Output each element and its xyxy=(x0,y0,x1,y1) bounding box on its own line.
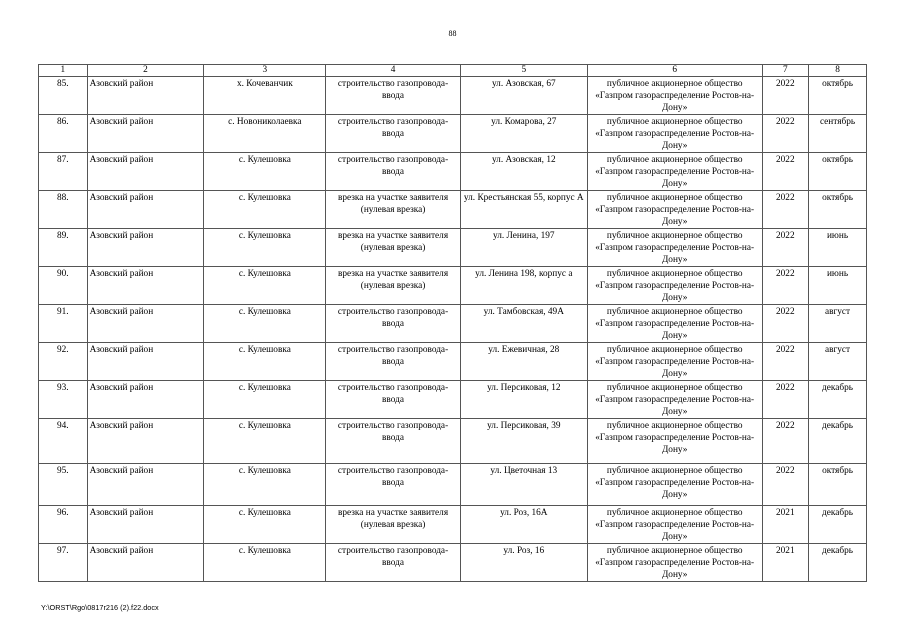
cell-address: ул. Роз, 16А xyxy=(460,506,587,544)
cell-number: 97. xyxy=(39,544,88,582)
cell-settlement: с. Кулешовка xyxy=(204,381,326,419)
cell-month: декабрь xyxy=(809,419,867,464)
cell-settlement: с. Кулешовка xyxy=(204,305,326,343)
cell-month: декабрь xyxy=(809,544,867,582)
cell-district: Азовский район xyxy=(87,77,204,115)
cell-work-type: строительство газопровода-ввода xyxy=(326,419,460,464)
header-cell: 6 xyxy=(587,65,762,77)
cell-number: 95. xyxy=(39,464,88,506)
data-table xyxy=(38,64,867,582)
cell-organization: публичное акционерное общество «Газпром газораспределение Ростов-на-Дону» xyxy=(587,115,762,153)
cell-month: октябрь xyxy=(809,153,867,191)
cell-year: 2022 xyxy=(762,267,809,305)
cell-year: 2022 xyxy=(762,464,809,506)
cell-number: 91. xyxy=(39,305,88,343)
cell-month: декабрь xyxy=(809,381,867,419)
cell-address: ул. Цветочная 13 xyxy=(460,464,587,506)
cell-work-type: строительство газопровода-ввода xyxy=(326,153,460,191)
header-row xyxy=(39,65,867,77)
header-cell: 7 xyxy=(762,65,809,77)
cell-settlement: с. Кулешовка xyxy=(204,191,326,229)
table-row xyxy=(39,343,867,381)
header-cell: 1 xyxy=(39,65,88,77)
cell-work-type: строительство газопровода-ввода xyxy=(326,464,460,506)
cell-organization: публичное акционерное общество «Газпром газораспределение Ростов-на-Дону» xyxy=(587,343,762,381)
table-body xyxy=(39,77,867,582)
cell-month: август xyxy=(809,305,867,343)
cell-settlement: с. Новониколаевка xyxy=(204,115,326,153)
cell-district: Азовский район xyxy=(87,506,204,544)
cell-year: 2022 xyxy=(762,191,809,229)
cell-settlement: с. Кулешовка xyxy=(204,464,326,506)
cell-district: Азовский район xyxy=(87,381,204,419)
cell-settlement: с. Кулешовка xyxy=(204,267,326,305)
header-cell: 2 xyxy=(87,65,204,77)
cell-number: 89. xyxy=(39,229,88,267)
cell-work-type: врезка на участке заявителя (нулевая врезка) xyxy=(326,191,460,229)
cell-organization: публичное акционерное общество «Газпром газораспределение Ростов-на-Дону» xyxy=(587,381,762,419)
cell-settlement: х. Кочеванчик xyxy=(204,77,326,115)
cell-month: июнь xyxy=(809,267,867,305)
cell-year: 2022 xyxy=(762,229,809,267)
cell-work-type: строительство газопровода-ввода xyxy=(326,544,460,582)
cell-district: Азовский район xyxy=(87,464,204,506)
cell-address: ул. Персиковая, 12 xyxy=(460,381,587,419)
cell-organization: публичное акционерное общество «Газпром газораспределение Ростов-на-Дону» xyxy=(587,464,762,506)
cell-number: 85. xyxy=(39,77,88,115)
cell-organization: публичное акционерное общество «Газпром газораспределение Ростов-на-Дону» xyxy=(587,191,762,229)
cell-work-type: строительство газопровода-ввода xyxy=(326,343,460,381)
header-cell: 4 xyxy=(326,65,460,77)
cell-address: ул. Азовская, 67 xyxy=(460,77,587,115)
cell-address: ул. Роз, 16 xyxy=(460,544,587,582)
cell-district: Азовский район xyxy=(87,343,204,381)
cell-district: Азовский район xyxy=(87,305,204,343)
header-cell: 3 xyxy=(204,65,326,77)
footer-file-path: Y:\ORST\Rgo\0817r216 (2).f22.docx xyxy=(41,603,159,612)
cell-organization: публичное акционерное общество «Газпром газораспределение Ростов-на-Дону» xyxy=(587,419,762,464)
cell-address: ул. Ежевичная, 28 xyxy=(460,343,587,381)
cell-number: 92. xyxy=(39,343,88,381)
cell-address: ул. Персиковая, 39 xyxy=(460,419,587,464)
cell-organization: публичное акционерное общество «Газпром газораспределение Ростов-на-Дону» xyxy=(587,305,762,343)
cell-district: Азовский район xyxy=(87,229,204,267)
page-number: 88 xyxy=(448,29,457,38)
cell-number: 87. xyxy=(39,153,88,191)
table-row xyxy=(39,305,867,343)
cell-year: 2022 xyxy=(762,381,809,419)
cell-address: ул. Ленина 198, корпус а xyxy=(460,267,587,305)
cell-year: 2022 xyxy=(762,419,809,464)
cell-work-type: строительство газопровода-ввода xyxy=(326,381,460,419)
cell-month: декабрь xyxy=(809,506,867,544)
cell-year: 2021 xyxy=(762,506,809,544)
cell-month: октябрь xyxy=(809,464,867,506)
table-row xyxy=(39,229,867,267)
table-row xyxy=(39,115,867,153)
cell-address: ул. Тамбовская, 49А xyxy=(460,305,587,343)
header-cell: 5 xyxy=(460,65,587,77)
cell-organization: публичное акционерное общество «Газпром газораспределение Ростов-на-Дону» xyxy=(587,506,762,544)
cell-settlement: с. Кулешовка xyxy=(204,153,326,191)
cell-district: Азовский район xyxy=(87,191,204,229)
cell-organization: публичное акционерное общество «Газпром газораспределение Ростов-на-Дону» xyxy=(587,544,762,582)
table-row xyxy=(39,77,867,115)
cell-year: 2022 xyxy=(762,77,809,115)
cell-month: октябрь xyxy=(809,191,867,229)
cell-month: август xyxy=(809,343,867,381)
cell-year: 2022 xyxy=(762,153,809,191)
cell-settlement: с. Кулешовка xyxy=(204,544,326,582)
table-row xyxy=(39,191,867,229)
cell-settlement: с. Кулешовка xyxy=(204,419,326,464)
table-row xyxy=(39,381,867,419)
cell-address: ул. Ленина, 197 xyxy=(460,229,587,267)
cell-number: 88. xyxy=(39,191,88,229)
cell-organization: публичное акционерное общество «Газпром газораспределение Ростов-на-Дону» xyxy=(587,77,762,115)
cell-work-type: врезка на участке заявителя (нулевая врезка) xyxy=(326,267,460,305)
cell-number: 93. xyxy=(39,381,88,419)
cell-number: 96. xyxy=(39,506,88,544)
cell-district: Азовский район xyxy=(87,153,204,191)
table-row xyxy=(39,506,867,544)
cell-settlement: с. Кулешовка xyxy=(204,506,326,544)
cell-district: Азовский район xyxy=(87,419,204,464)
cell-year: 2022 xyxy=(762,115,809,153)
cell-month: июнь xyxy=(809,229,867,267)
cell-organization: публичное акционерное общество «Газпром газораспределение Ростов-на-Дону» xyxy=(587,153,762,191)
cell-work-type: строительство газопровода-ввода xyxy=(326,77,460,115)
cell-settlement: с. Кулешовка xyxy=(204,343,326,381)
table-row xyxy=(39,464,867,506)
table-row xyxy=(39,153,867,191)
cell-address: ул. Комарова, 27 xyxy=(460,115,587,153)
header-cell: 8 xyxy=(809,65,867,77)
cell-organization: публичное акционерное общество «Газпром газораспределение Ростов-на-Дону» xyxy=(587,267,762,305)
cell-month: сентябрь xyxy=(809,115,867,153)
cell-settlement: с. Кулешовка xyxy=(204,229,326,267)
cell-year: 2022 xyxy=(762,343,809,381)
cell-year: 2022 xyxy=(762,305,809,343)
cell-year: 2021 xyxy=(762,544,809,582)
cell-address: ул. Крестьянская 55, корпус А xyxy=(460,191,587,229)
cell-work-type: врезка на участке заявителя (нулевая врезка) xyxy=(326,229,460,267)
cell-district: Азовский район xyxy=(87,115,204,153)
cell-number: 86. xyxy=(39,115,88,153)
cell-district: Азовский район xyxy=(87,267,204,305)
table-row xyxy=(39,267,867,305)
cell-number: 94. xyxy=(39,419,88,464)
cell-month: октябрь xyxy=(809,77,867,115)
cell-district: Азовский район xyxy=(87,544,204,582)
cell-address: ул. Азовская, 12 xyxy=(460,153,587,191)
cell-work-type: строительство газопровода-ввода xyxy=(326,115,460,153)
table-row xyxy=(39,544,867,582)
cell-work-type: врезка на участке заявителя (нулевая врезка) xyxy=(326,506,460,544)
cell-work-type: строительство газопровода-ввода xyxy=(326,305,460,343)
cell-number: 90. xyxy=(39,267,88,305)
cell-organization: публичное акционерное общество «Газпром газораспределение Ростов-на-Дону» xyxy=(587,229,762,267)
table-row xyxy=(39,419,867,464)
